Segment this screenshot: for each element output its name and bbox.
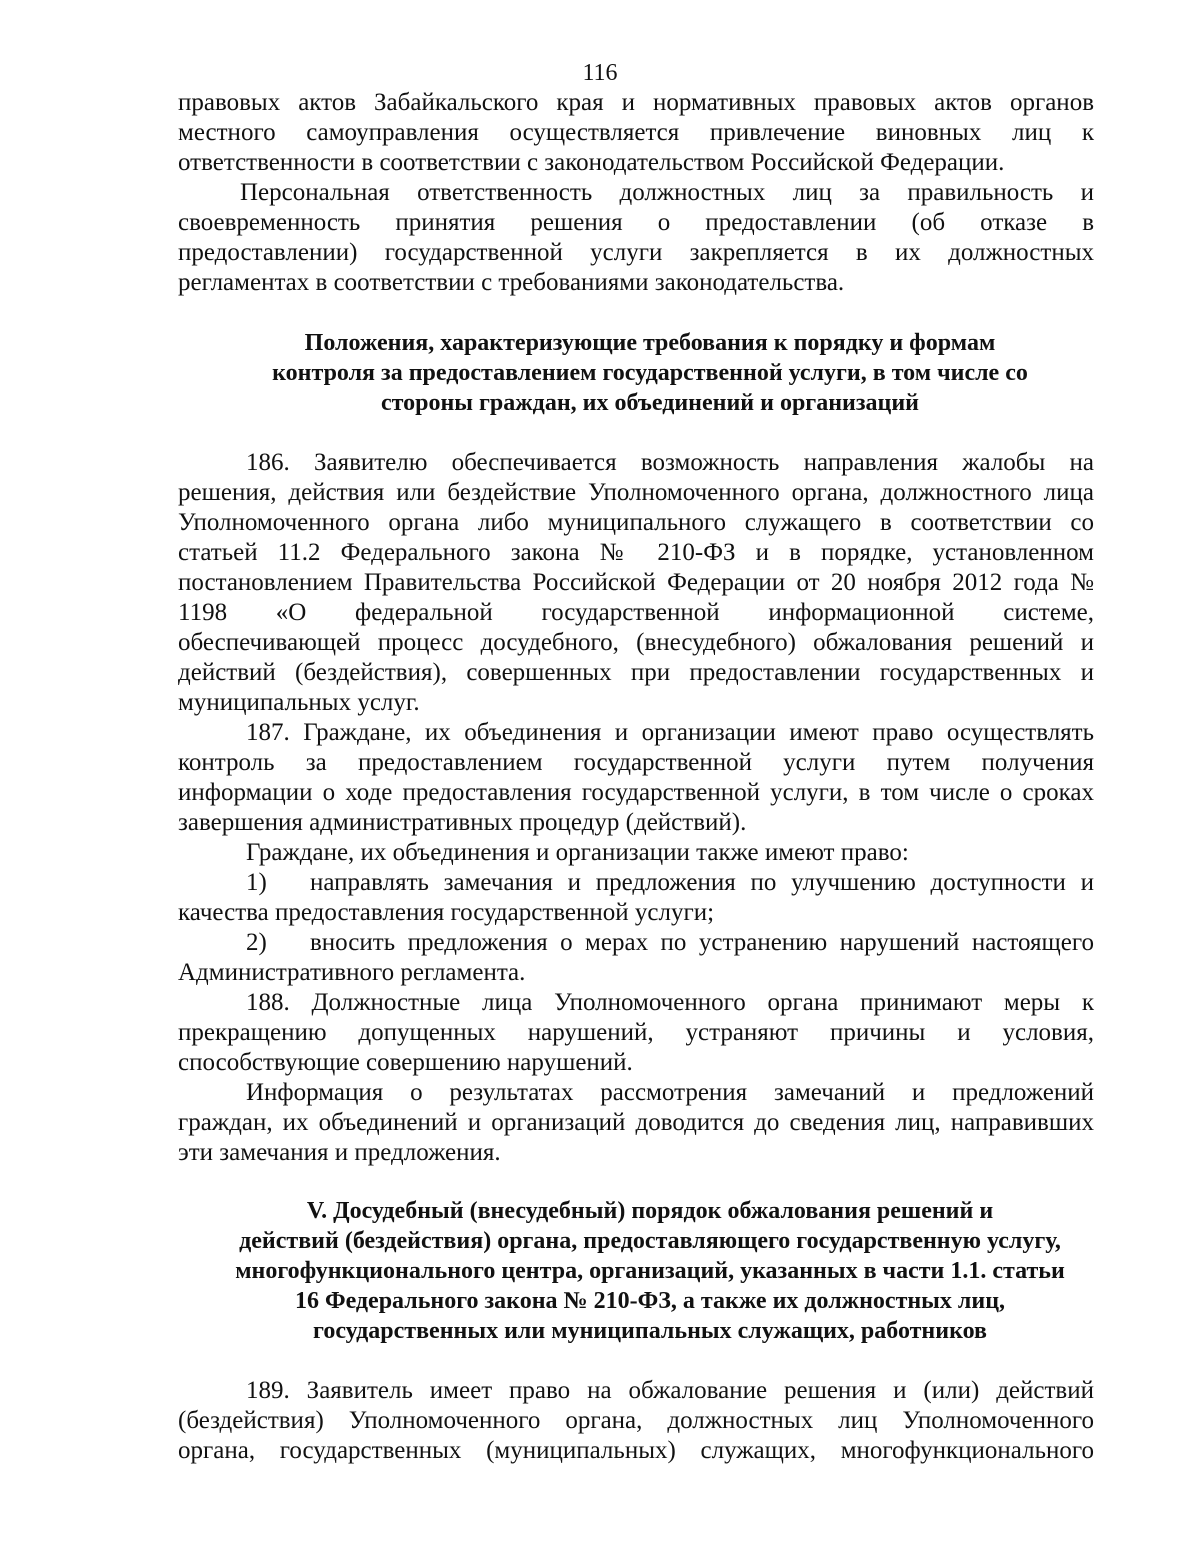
text-line: решения, действия или бездействие Уполномоченного органа, должностного лица bbox=[178, 479, 1094, 506]
paragraph-block-4 bbox=[178, 1376, 1094, 1466]
text-line: эти замечания и предложения. bbox=[178, 1139, 501, 1166]
text-line: 189. Заявитель имеет право на обжалование решения и (или) действий bbox=[246, 1377, 1094, 1404]
text-line: 188. Должностные лица Уполномоченного органа принимают меры к bbox=[246, 989, 1094, 1016]
text-line: качества предоставления государственной услуги; bbox=[178, 899, 715, 926]
text-line: предоставлении) государственной услуги закрепляется в их должностных bbox=[178, 239, 1094, 266]
text-line: Информация о результатах рассмотрения замечаний и предложений bbox=[246, 1079, 1094, 1106]
heading-line: многофункционального центра, организаций, указанных в части 1.1. статьи bbox=[235, 1258, 1065, 1284]
text-line: муниципальных услуг. bbox=[178, 689, 420, 716]
heading-line: государственных или муниципальных служащих, работников bbox=[313, 1318, 987, 1344]
heading-line: Положения, характеризующие требования к порядку и формам bbox=[304, 330, 996, 356]
text-line: контроль за предоставлением государственной услуги путем получения bbox=[178, 749, 1094, 776]
text-line: действий (бездействия), совершенных при предоставлении государственных и bbox=[178, 659, 1094, 686]
list-item-text: вносить предложения о мерах по устранению нарушений настоящего bbox=[310, 929, 1094, 956]
heading-line: V. Досудебный (внесудебный) порядок обжалования решений и bbox=[306, 1198, 994, 1224]
text-line: (бездействия) Уполномоченного органа, должностных лиц Уполномоченного bbox=[178, 1407, 1094, 1434]
text-line: регламентах в соответствии с требованиями законодательства. bbox=[178, 269, 845, 296]
text-line: Административного регламента. bbox=[178, 959, 526, 986]
text-line: 187. Граждане, их объединения и организации имеют право осуществлять bbox=[246, 719, 1094, 746]
page-number: 116 bbox=[582, 60, 618, 86]
text-line: органа, государственных (муниципальных) служащих, многофункционального bbox=[178, 1437, 1094, 1464]
paragraph-block-2 bbox=[178, 448, 1094, 868]
text-line: Уполномоченного органа либо муниципального служащего в соответствии со bbox=[178, 509, 1094, 536]
text-line: 1198 «О федеральной государственной информационной системе, bbox=[178, 599, 1094, 626]
text-line: обеспечивающей процесс досудебного, (внесудебного) обжалования решений и bbox=[178, 629, 1094, 656]
list-item-number: 1) bbox=[246, 869, 267, 896]
numbered-list bbox=[178, 868, 1094, 988]
section-heading-2 bbox=[150, 1196, 1150, 1346]
text-line: 186. Заявителю обеспечивается возможность направления жалобы на bbox=[246, 449, 1094, 476]
list-item bbox=[178, 868, 1094, 898]
section-heading-1 bbox=[150, 328, 1150, 418]
list-item bbox=[178, 928, 1094, 958]
text-line: информации о ходе предоставления государственной услуги, в том числе о сроках bbox=[178, 779, 1094, 806]
text-line: ответственности в соответствии с законодательством Российской Федерации. bbox=[178, 149, 1005, 176]
heading-line: контроля за предоставлением государственной услуги, в том числе со bbox=[272, 360, 1028, 386]
text-line: Персональная ответственность должностных лиц за правильность и bbox=[240, 179, 1094, 206]
text-line: постановлением Правительства Российской Федерации от 20 ноября 2012 года № bbox=[178, 569, 1094, 596]
heading-line: действий (бездействия) органа, предоставляющего государственную услугу, bbox=[239, 1228, 1061, 1254]
text-line: статьей 11.2 Федерального закона № 210-ФЗ и в порядке, установленном bbox=[178, 539, 1094, 566]
paragraph-block-3 bbox=[178, 988, 1094, 1168]
text-line: правовых актов Забайкальского края и нормативных правовых актов органов bbox=[178, 89, 1094, 116]
list-item-text: направлять замечания и предложения по улучшению доступности и bbox=[310, 869, 1094, 896]
text-line: местного самоуправления осуществляется привлечение виновных лиц к bbox=[178, 119, 1094, 146]
text-line: граждан, их объединений и организаций доводится до сведения лиц, направивших bbox=[178, 1109, 1094, 1136]
heading-line: стороны граждан, их объединений и организаций bbox=[380, 390, 919, 416]
text-line: своевременность принятия решения о предоставлении (об отказе в bbox=[178, 209, 1094, 236]
text-line: завершения административных процедур (действий). bbox=[178, 809, 747, 836]
paragraph-block-1 bbox=[178, 88, 1094, 298]
heading-line: 16 Федерального закона № 210-ФЗ, а также их должностных лиц, bbox=[294, 1288, 1006, 1314]
text-line: способствующие совершению нарушений. bbox=[178, 1049, 633, 1076]
text-line: Граждане, их объединения и организации также имеют право: bbox=[246, 839, 909, 866]
text-line: прекращению допущенных нарушений, устраняют причины и условия, bbox=[178, 1019, 1094, 1046]
list-item-number: 2) bbox=[246, 929, 267, 956]
